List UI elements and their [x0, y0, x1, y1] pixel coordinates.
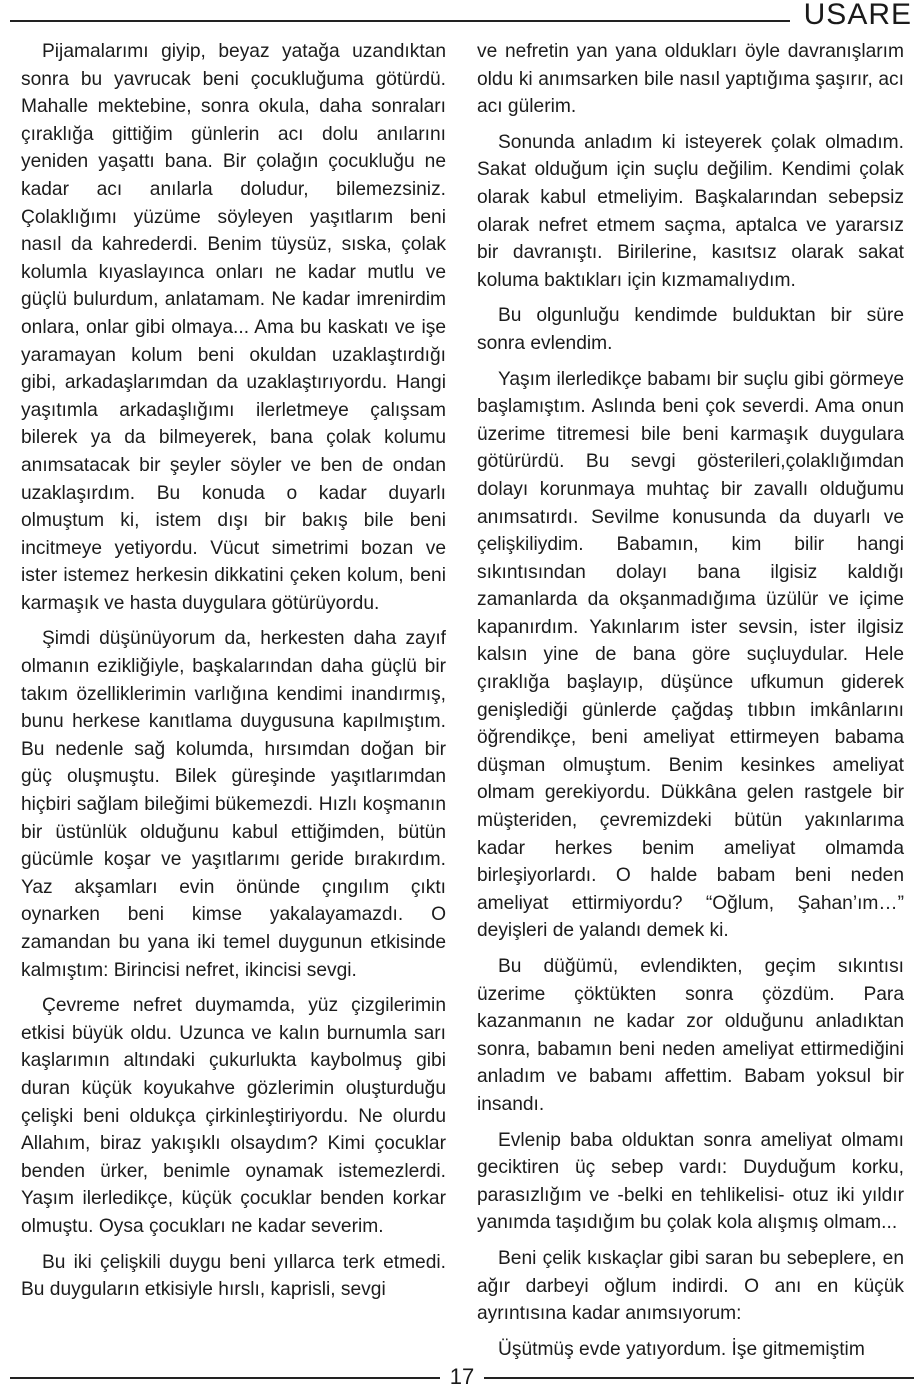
- paragraph-continuation: ve nefretin yan yana oldukları öyle davranışlarım oldu ki anımsarken bile nasıl yaptığıma şaşırır, acı acı gülerim.: [477, 41, 904, 118]
- footer-rule-right: [484, 1377, 914, 1379]
- right-column: [477, 38, 904, 1363]
- paragraph: Pijamalarımı giyip, beyaz yatağa uzandıktan sonra bu yavrucak beni çocukluğuma götürdü. Mahalle mektebine, sonra okula, daha sonraları çıraklığa gittiğim günlerin acı dolu anılarını yeniden yaşattı bana. Bir çolağın çocukluğu ne kadar acı anılarla doludur, bilemezsiniz. Çolaklığımı yüzüme söyleyen yaşıtlarım beni nasıl da kahrederdi. Benim tüysüz, sıska, çolak kolumla kıyaslayınca onları ne kadar mutlu ve güçlü bulurdum, anlatamam. Ne kadar imrenirdim onlara, onlar gibi olmaya... Ama bu kaskatı ve işe yaramayan kolum beni okuldan uzaklaştırdığı gibi, arkadaşlarımdan da uzaklaştırıyordu. Hangi yaşıtımla arkadaşlığımı ilerletmeye çalışsam bilerek ya da bilmeyerek, bana çolak kolumu anımsatacak bir şeyler söyler ve ben de ondan uzaklaşırdım. Bu konuda o kadar duyarlı olmuştum ki, istem dışı bir bakış bile beni incitmeye yetiyordu. Vücut simetrimi bozan ve ister istemez herkesin dikkatini çeken kolum, beni karmaşık ve hasta duygulara götürüyordu.: [21, 41, 446, 614]
- paragraph: Bu olgunluğu kendimde bulduktan bir süre sonra evlendim.: [477, 305, 904, 354]
- paragraph: Sonunda anladım ki isteyerek çolak olmadım. Sakat olduğum için suçlu değilim. Kendimi çolak olarak kabul etmeliyim. Başkalarından sebepsiz olarak nefret etmem saçma, aptalca ve yararsız bir davranıştı. Birilerine, kasıtsız olarak sakat koluma baktıkları için kızmamalıydım.: [477, 131, 904, 291]
- paragraph: Çevreme nefret duymamda, yüz çizgilerimin etkisi büyük oldu. Uzunca ve kalın burnumla sarı kaşlarımın altındaki çukurlukta kaybolmuş gibi duran küçük koyukahve gözlerimin oluşturduğu çelişki beni oldukça çirkinleştiriyordu. Ne olurdu Allahım, biraz yakışıklı olsaydım? Kimi çocuklar benden ürker, benimle oynamak istemezlerdi. Yaşım ilerledikçe, küçük çocuklar benden korkar olmuştu. Oysa çocukları ne kadar severim.: [21, 995, 446, 1237]
- footer-rule-left: [10, 1377, 440, 1379]
- paragraph: Yaşım ilerledikçe babamı bir suçlu gibi görmeye başlamıştım. Aslında beni çok severdi. Ama onun üzerime titremesi bile beni karmaşık duygulara götürürdü. Bu sevgi gösterileri,çolaklığımdan dolayı korunmaya muhtaç bir zavallı olduğumu anımsatırdı. Sevilme konusunda da duyarlı ve çelişkiliydim. Babamın, kim bilir hangi sıkıntısından dolayı bana ilgisiz kaldığı zamanlarda da okşanmadığıma üzülür ve içime kapanırdım. Yakınlarım ister sevsin, ister ilgisiz kalsın yine de bana göre suçluydular. Hele çıraklığa başlayıp, düşünce ufkumun giderek genişlediği günlerde çağdaş tıbbın imkânlarını öğrendikçe, beni ameliyat ettirmeyen babama düşman olmuştum. Benim kesinkes ameliyat olmam gerekiyordu. Dükkâna gelen rastgele bir müşteriden, çevremizdeki bütün yakınlarıma kadar herkes benim ameliyat olmamda birleşiyorlardı. O halde babam beni neden ameliyat ettirmiyordu? “Oğlum, Şahan’ım…” deyişleri de yalandı demek ki.: [477, 368, 904, 942]
- paragraph: Evlenip baba olduktan sonra ameliyat olmamı geciktiren üç sebep vardı: Duyduğum korku, parasızlığım ve -belki en tehlikelisi- otuz iki yıldır yanımda taşıdığım bu çolak kola alışmış olmam...: [477, 1129, 904, 1234]
- paragraph: Bu iki çelişkili duygu beni yıllarca terk etmedi. Bu duyguların etkisiyle hırslı, kaprisli, sevgi: [21, 1251, 446, 1301]
- header-rule: [10, 20, 790, 22]
- magazine-brand: USARE: [803, 0, 912, 31]
- paragraph: Şimdi düşünüyorum da, herkesten daha zayıf olmanın ezikliğiyle, başkalarından daha güçlü bir takım özelliklerimin varlığına kendimi inandırmış, bunu herkese kanıtlama duygusuna kapılmıştım. Bu nedenle sağ kolumda, hırsımdan doğan bir güç oluşmuştu. Bilek güreşinde yaşıtlarımdan hiçbiri sağlam bileğimi bükemezdi. Hızlı koşmanın bir üstünlük olduğunu kabul ettiğimden, bütün gücümle koşar ve yaşıtlarımı geride bırakırdım. Yaz akşamları evin önünde çıngılım çıktı oynarken beni kimse yakalayamazdı. O zamandan bu yana iki temel duygunun etkisinde kalmıştım: Birincisi nefret, ikincisi sevgi.: [21, 628, 446, 981]
- paragraph: Üşütmüş evde yatıyordum. İşe gitmemiştim: [498, 1338, 865, 1360]
- paragraph: Beni çelik kıskaçlar gibi saran bu sebeplere, en ağır darbeyi oğlum indirdi. O anı en küçük ayrıntısına kadar anımsıyorum:: [477, 1247, 904, 1325]
- paragraph: Bu düğümü, evlendikten, geçim sıkıntısı üzerime çöktükten sonra çözdüm. Para kazanmanın ne kadar zor olduğunu anladıktan sonra, babamın beni neden ameliyat ettirmediğini anladım ve babamı affettim. Babam yoksul bir insandı.: [477, 956, 904, 1115]
- page-number: 17: [449, 1364, 475, 1389]
- left-column: [21, 38, 446, 1304]
